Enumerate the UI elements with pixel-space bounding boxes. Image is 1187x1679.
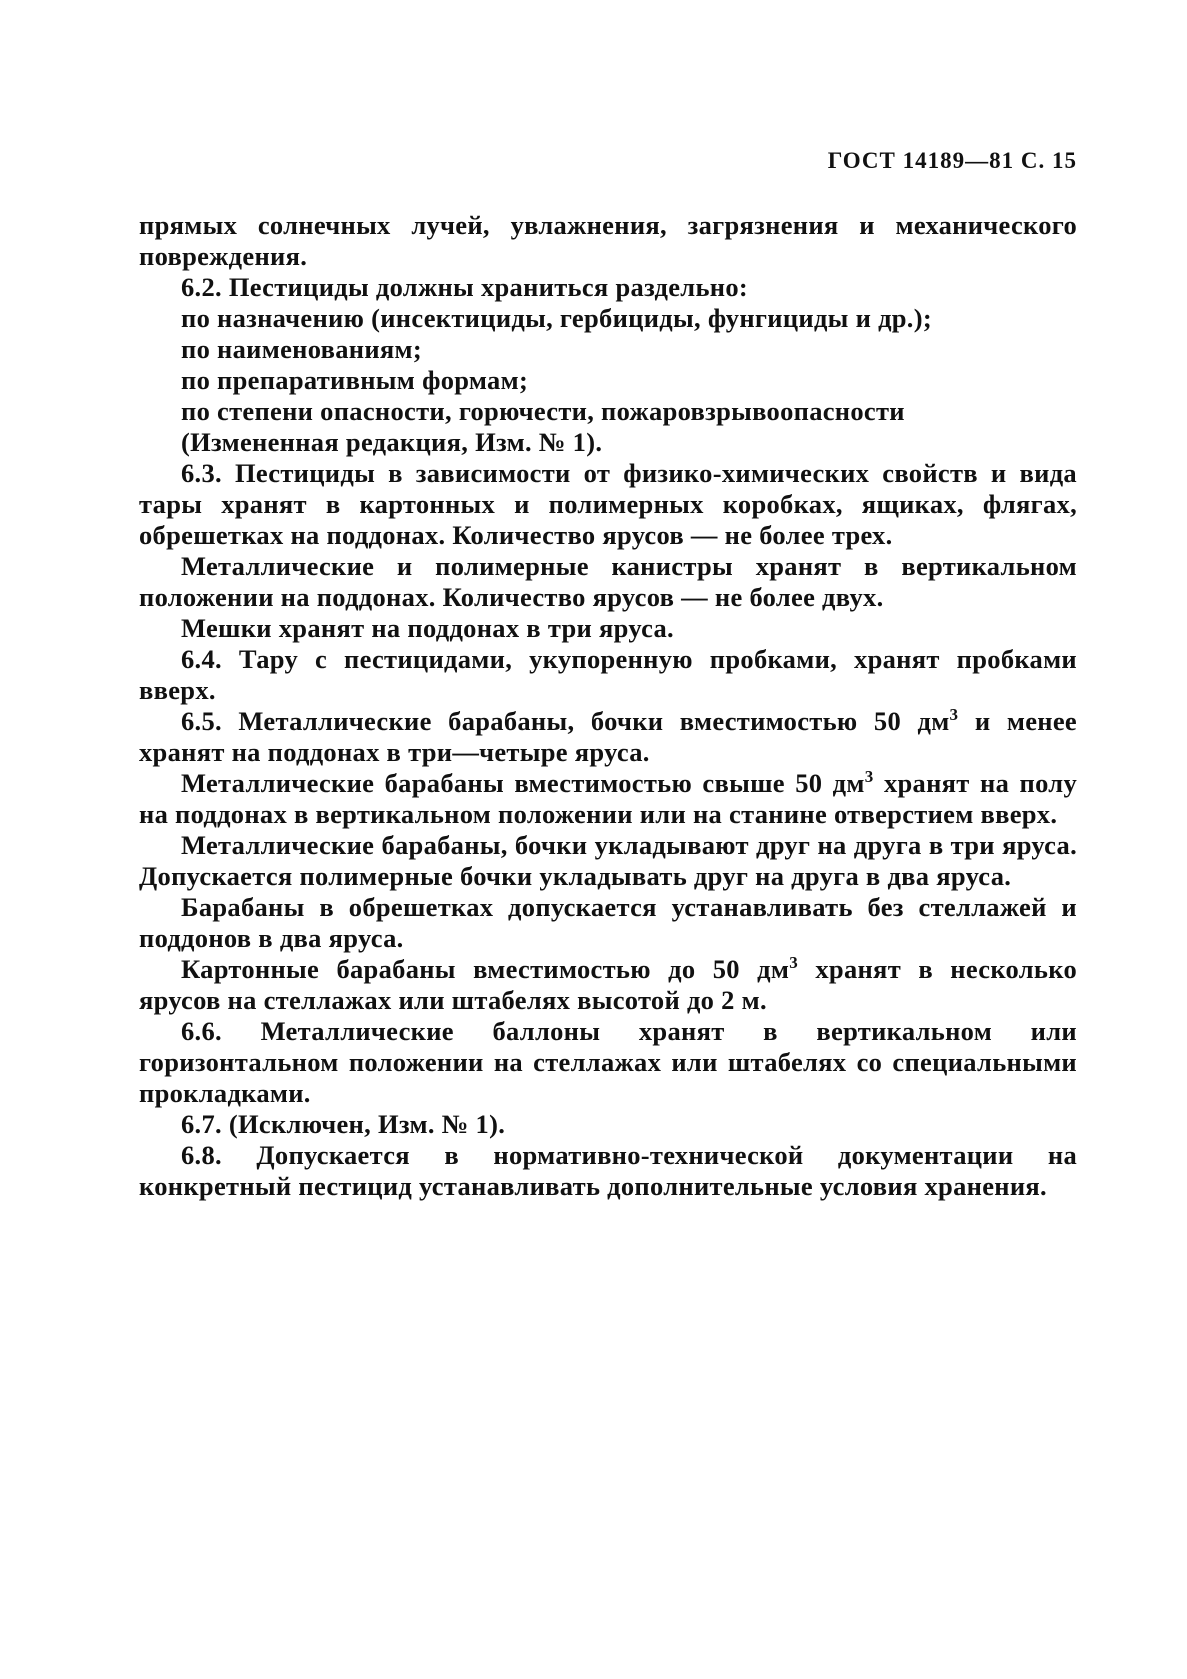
paragraph-6-7: 6.7. (Исключен, Изм. № 1). — [181, 1109, 506, 1139]
list-item-hazard: по степени опасности, горючести, пожаровзрывоопасности — [181, 396, 905, 426]
list-item-forms: по препаративным формам; — [181, 365, 529, 395]
superscript-3: 3 — [789, 953, 799, 973]
list-item-names: по наименованиям; — [181, 334, 423, 364]
paragraph-6-6: 6.6. Металлические баллоны хранят в вертикальном или горизонтальном положении на стеллажах или штабелях со специальными прокладками. — [139, 1016, 1077, 1108]
paragraph-6-2: 6.2. Пестициды должны храниться раздельно: — [181, 272, 749, 302]
paragraph-canisters: Металлические и полимерные канистры хранят в вертикальном положении на поддонах. Количество ярусов — не более двух. — [139, 551, 1077, 612]
paragraph-bags: Мешки хранят на поддонах в три яруса. — [181, 613, 674, 643]
paragraph-cardboard-drums-part1: Картонные барабаны вместимостью до 50 дм — [181, 954, 790, 984]
paragraph-continuation: прямых солнечных лучей, увлажнения, загрязнения и механического повреждения. — [139, 210, 1077, 271]
superscript-3: 3 — [864, 767, 874, 787]
paragraph-6-5-part2: и менее хранят на поддонах в три—четыре яруса. — [139, 706, 1077, 767]
paragraph-6-5 — [139, 706, 1077, 768]
amendment-note: (Измененная редакция, Изм. № 1). — [181, 427, 603, 457]
paragraph-6-5-part1: 6.5. Металлические барабаны, бочки вместимостью 50 дм — [181, 706, 950, 736]
paragraph-large-drums-part1: Металлические барабаны вместимостью свыше 50 дм — [181, 768, 865, 798]
paragraph-6-3: 6.3. Пестициды в зависимости от физико-химических свойств и вида тары хранят в картонных и полимерных коробках, ящиках, флягах, обрешетках на поддонах. Количество ярусов — не более трех. — [139, 458, 1077, 550]
paragraph-stacking: Металлические барабаны, бочки укладывают друг на друга в три яруса. Допускается полимерные бочки укладывать друг на друга в два яруса. — [139, 830, 1077, 891]
paragraph-6-4: 6.4. Тару с пестицидами, укупоренную пробками, хранят пробками вверх. — [139, 644, 1077, 705]
paragraph-cardboard-drums — [139, 954, 1077, 1016]
page-header: ГОСТ 14189—81 С. 15 — [827, 148, 1077, 173]
paragraph-large-drums-part2: хранят на полу на поддонах в вертикальном положении или на станине отверстием вверх. — [139, 768, 1078, 829]
superscript-3: 3 — [949, 705, 959, 725]
paragraph-cardboard-drums-part2: хранят в несколько ярусов на стеллажах или штабелях высотой до 2 м. — [139, 954, 1077, 1015]
paragraph-6-8: 6.8. Допускается в нормативно-технической документации на конкретный пестицид устанавливать дополнительные условия хранения. — [139, 1140, 1077, 1201]
paragraph-large-drums — [139, 768, 1077, 830]
document-body — [139, 210, 1077, 1202]
list-item-purpose: по назначению (инсектициды, гербициды, фунгициды и др.); — [181, 303, 932, 333]
paragraph-crated-drums: Барабаны в обрешетках допускается устанавливать без стеллажей и поддонов в два яруса. — [139, 892, 1077, 953]
